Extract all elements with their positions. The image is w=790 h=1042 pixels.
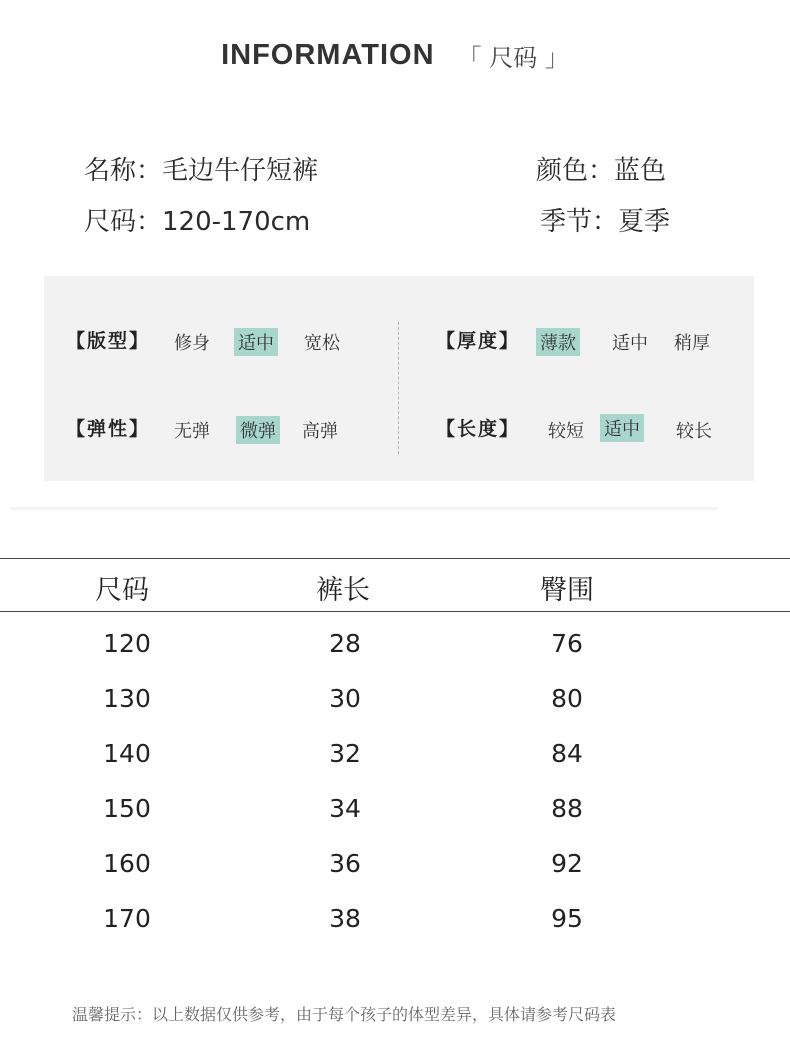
cell-length: 36 [329,849,361,878]
cell-hip: 76 [551,629,583,658]
footer-note: 温馨提示：以上数据仅供参考，由于每个孩子的体型差异，具体请参考尺码表 [72,1005,617,1024]
product-season: 季节：夏季 [540,207,671,237]
cell-hip: 84 [551,739,583,768]
cell-size: 120 [103,629,151,658]
cell-length: 38 [329,904,361,933]
attribute-panel [44,276,754,481]
table-header-length: 裤长 [316,575,370,606]
cell-size: 160 [103,849,151,878]
attr-fit-option: 修身 [174,333,210,354]
attr-stretch-label: 【弹性】 [66,418,151,440]
attr-fit-option-selected: 适中 [234,328,278,356]
table-header-size: 尺码 [95,575,149,606]
attr-length-option: 较短 [548,421,584,442]
attr-thickness-label: 【厚度】 [436,330,521,352]
attr-stretch-option: 高弹 [302,421,338,442]
cell-hip: 92 [551,849,583,878]
cell-length: 28 [329,629,361,658]
table-top-rule [0,558,790,559]
title-zh: 「 尺码 」 [457,44,569,72]
attr-length-option: 较长 [676,421,712,442]
attr-stretch-option-selected: 微弹 [236,416,280,444]
attr-thickness-option: 稍厚 [674,333,710,354]
cell-length: 32 [329,739,361,768]
product-size-range: 尺码：120-170cm [84,207,311,237]
attr-stretch-option: 无弹 [174,421,210,442]
cell-size: 130 [103,684,151,713]
attr-thickness-option-selected: 薄款 [536,328,580,356]
cell-hip: 80 [551,684,583,713]
cell-hip: 95 [551,904,583,933]
cell-length: 34 [329,794,361,823]
cell-size: 140 [103,739,151,768]
attr-fit-label: 【版型】 [66,330,151,352]
panel-divider [398,322,399,454]
cell-length: 30 [329,684,361,713]
title-en: INFORMATION [221,39,435,71]
product-color: 颜色：蓝色 [536,156,667,186]
table-header-hip: 臀围 [540,575,594,606]
attr-length-label: 【长度】 [436,418,521,440]
product-name: 名称：毛边牛仔短裤 [84,156,319,186]
cell-hip: 88 [551,794,583,823]
page-title [0,38,790,73]
attr-length-option-selected: 适中 [600,414,644,442]
section-divider [10,507,718,510]
cell-size: 170 [103,904,151,933]
attr-thickness-option: 适中 [612,333,648,354]
table-header-rule [0,611,790,612]
cell-size: 150 [103,794,151,823]
attr-fit-option: 宽松 [304,333,340,354]
